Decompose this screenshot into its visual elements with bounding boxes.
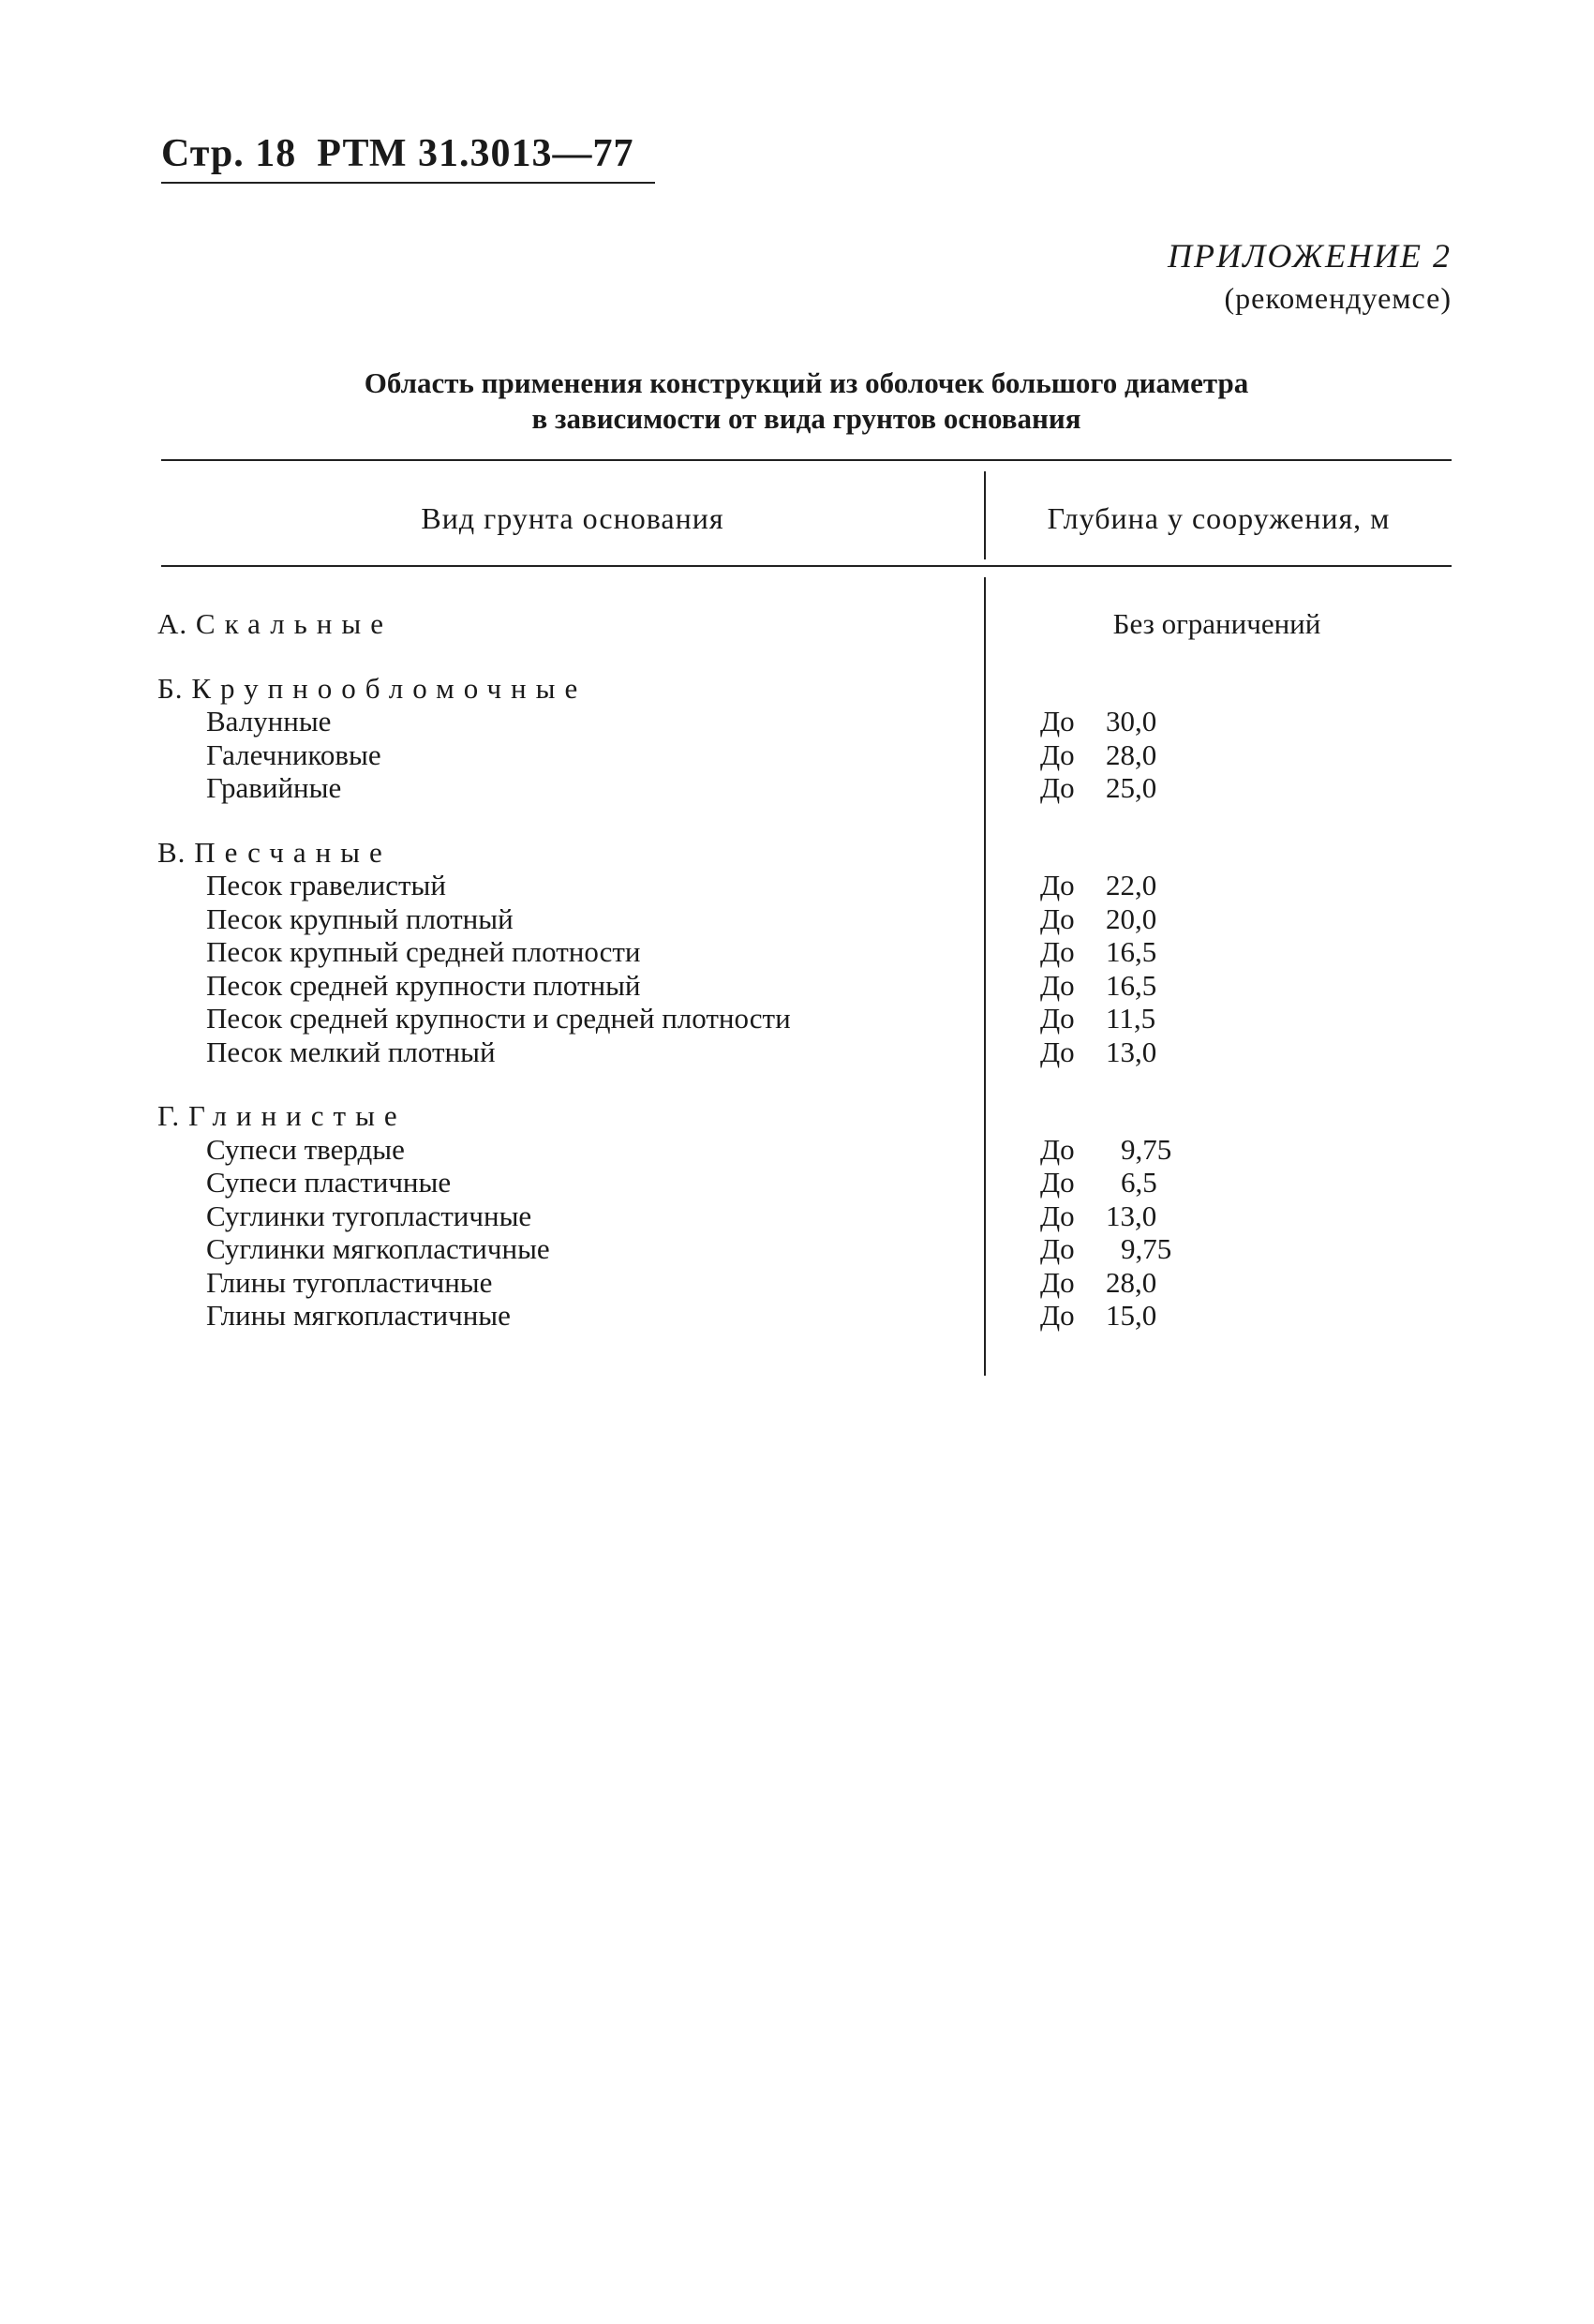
- table-row: [157, 1035, 1460, 1069]
- page-header: [161, 131, 655, 184]
- table-row: [157, 1299, 1460, 1333]
- depth-cell: [984, 1002, 1450, 1035]
- depth-value: 28,0: [1106, 1265, 1157, 1299]
- depth-cell: [984, 705, 1450, 738]
- group-header-row: [157, 672, 1460, 706]
- group-label: [157, 1099, 984, 1133]
- group-header-row: [157, 1099, 1460, 1133]
- depth-value: 16,5: [1106, 935, 1157, 968]
- table-row: [157, 705, 1460, 738]
- depth-value: 9,75: [1121, 1232, 1172, 1265]
- table-header-rule: [161, 565, 1452, 567]
- column-header-depth: Глубина у сооружения, м: [1047, 501, 1391, 535]
- table-row: [157, 969, 1460, 1003]
- soil-type-name: Гравийные: [206, 771, 342, 804]
- soil-group: [157, 607, 1460, 641]
- depth-cell: [984, 1199, 1450, 1233]
- depth-prefix: До: [1040, 1166, 1075, 1199]
- depth-cell: [984, 935, 1450, 969]
- soil-type-name: Песок крупный средней плотности: [206, 935, 641, 968]
- depth-cell: [984, 1035, 1450, 1069]
- group-label: [157, 672, 984, 706]
- table-body: [157, 607, 1460, 1363]
- table-row: [157, 738, 1460, 772]
- depth-cell: [984, 1266, 1450, 1300]
- depth-value: 25,0: [1106, 771, 1157, 804]
- depth-cell: [984, 738, 1450, 772]
- depth-prefix: До: [1040, 968, 1075, 1002]
- table-row: [157, 1199, 1460, 1233]
- soil-type-name: Песок мелкий плотный: [206, 1035, 496, 1068]
- soil-type-name: Песок крупный плотный: [206, 901, 514, 935]
- soil-group: [157, 672, 1460, 805]
- depth-cell: [984, 902, 1450, 936]
- depth-value: 22,0: [1106, 869, 1157, 901]
- table-row: [157, 1232, 1460, 1266]
- soil-type-name: Суглинки тугопластичные: [206, 1199, 532, 1232]
- depth-cell: [984, 1232, 1450, 1266]
- appendix-title: ПРИЛОЖЕНИЕ 2: [1168, 237, 1452, 275]
- group-name: Крупнообломочные: [191, 671, 588, 705]
- document-code: РТМ 31.3013—77: [317, 132, 634, 175]
- table-row: [157, 935, 1460, 969]
- soil-type-name: Песок гравелистый: [206, 869, 446, 901]
- depth-prefix: До: [1040, 705, 1075, 737]
- soil-type-name: Валунные: [206, 705, 332, 737]
- group-depth: [984, 1099, 1450, 1133]
- depth-cell: [984, 771, 1450, 805]
- soil-type-name: Глины тугопластичные: [206, 1265, 493, 1299]
- depth-value: 9,75: [1121, 1132, 1172, 1166]
- group-letter: А.: [157, 607, 188, 640]
- depth-cell: [984, 969, 1450, 1003]
- depth-cell: [984, 1299, 1450, 1333]
- appendix-note: (рекомендуемсе): [1224, 281, 1452, 315]
- soil-group: [157, 836, 1460, 1069]
- group-label: [157, 836, 984, 870]
- table-row: [157, 1166, 1460, 1199]
- soil-group: [157, 1099, 1460, 1333]
- depth-value: 6,5: [1121, 1166, 1157, 1199]
- table-title: [161, 365, 1452, 437]
- table-row: [157, 1266, 1460, 1300]
- depth-value: 30,0: [1106, 705, 1157, 737]
- group-letter: Б.: [157, 671, 184, 705]
- depth-prefix: До: [1040, 1002, 1075, 1035]
- depth-value: 13,0: [1106, 1199, 1157, 1232]
- group-name: Глинистые: [187, 1099, 407, 1132]
- page-number: Стр. 18: [161, 132, 297, 175]
- soil-type-name: Супеси пластичные: [206, 1166, 452, 1199]
- table-title-line-2: в зависимости от вида грунтов основания: [531, 402, 1081, 435]
- table-top-rule: [161, 459, 1452, 461]
- soil-type-name: Супеси твердые: [206, 1132, 405, 1166]
- group-depth: [984, 672, 1450, 706]
- soil-type-name: Галечниковые: [206, 737, 381, 771]
- group-depth: Без ограничений: [1112, 607, 1321, 640]
- depth-value: 20,0: [1106, 901, 1157, 935]
- depth-cell: [984, 1166, 1450, 1199]
- depth-value: 28,0: [1106, 737, 1157, 771]
- depth-prefix: До: [1040, 1199, 1075, 1232]
- depth-cell: [984, 869, 1450, 902]
- group-depth: [984, 836, 1450, 870]
- depth-value: 13,0: [1106, 1035, 1157, 1068]
- depth-prefix: До: [1040, 1299, 1075, 1332]
- group-name: Песчаные: [194, 835, 392, 869]
- depth-prefix: До: [1040, 771, 1075, 804]
- group-letter: В.: [157, 835, 186, 869]
- depth-prefix: До: [1040, 1132, 1075, 1166]
- table-row: [157, 902, 1460, 936]
- table-row: [157, 771, 1460, 805]
- group-label: [157, 607, 984, 641]
- depth-prefix: До: [1040, 1232, 1075, 1265]
- group-name: Скальные: [195, 607, 393, 640]
- depth-cell: [984, 1133, 1450, 1167]
- depth-prefix: До: [1040, 737, 1075, 771]
- depth-prefix: До: [1040, 935, 1075, 968]
- group-header-row: [157, 607, 1460, 641]
- group-header-row: [157, 836, 1460, 870]
- table-row: [157, 1133, 1460, 1167]
- depth-prefix: До: [1040, 1265, 1075, 1299]
- soil-type-name: Песок средней крупности и средней плотности: [206, 1002, 791, 1035]
- depth-value: 11,5: [1106, 1002, 1156, 1035]
- depth-prefix: До: [1040, 1035, 1075, 1068]
- depth-value: 15,0: [1106, 1299, 1157, 1332]
- soil-type-name: Суглинки мягкопластичные: [206, 1232, 550, 1265]
- depth-prefix: До: [1040, 901, 1075, 935]
- table-row: [157, 1002, 1460, 1035]
- table-title-line-1: Область применения конструкций из оболочек большого диаметра: [364, 366, 1249, 399]
- soil-type-name: Песок средней крупности плотный: [206, 968, 641, 1002]
- table-row: [157, 869, 1460, 902]
- column-header-soil-type: Вид грунта основания: [421, 501, 724, 535]
- depth-value: 16,5: [1106, 968, 1157, 1002]
- soil-type-name: Глины мягкопластичные: [206, 1299, 511, 1332]
- depth-prefix: До: [1040, 869, 1075, 901]
- group-letter: Г.: [157, 1099, 181, 1132]
